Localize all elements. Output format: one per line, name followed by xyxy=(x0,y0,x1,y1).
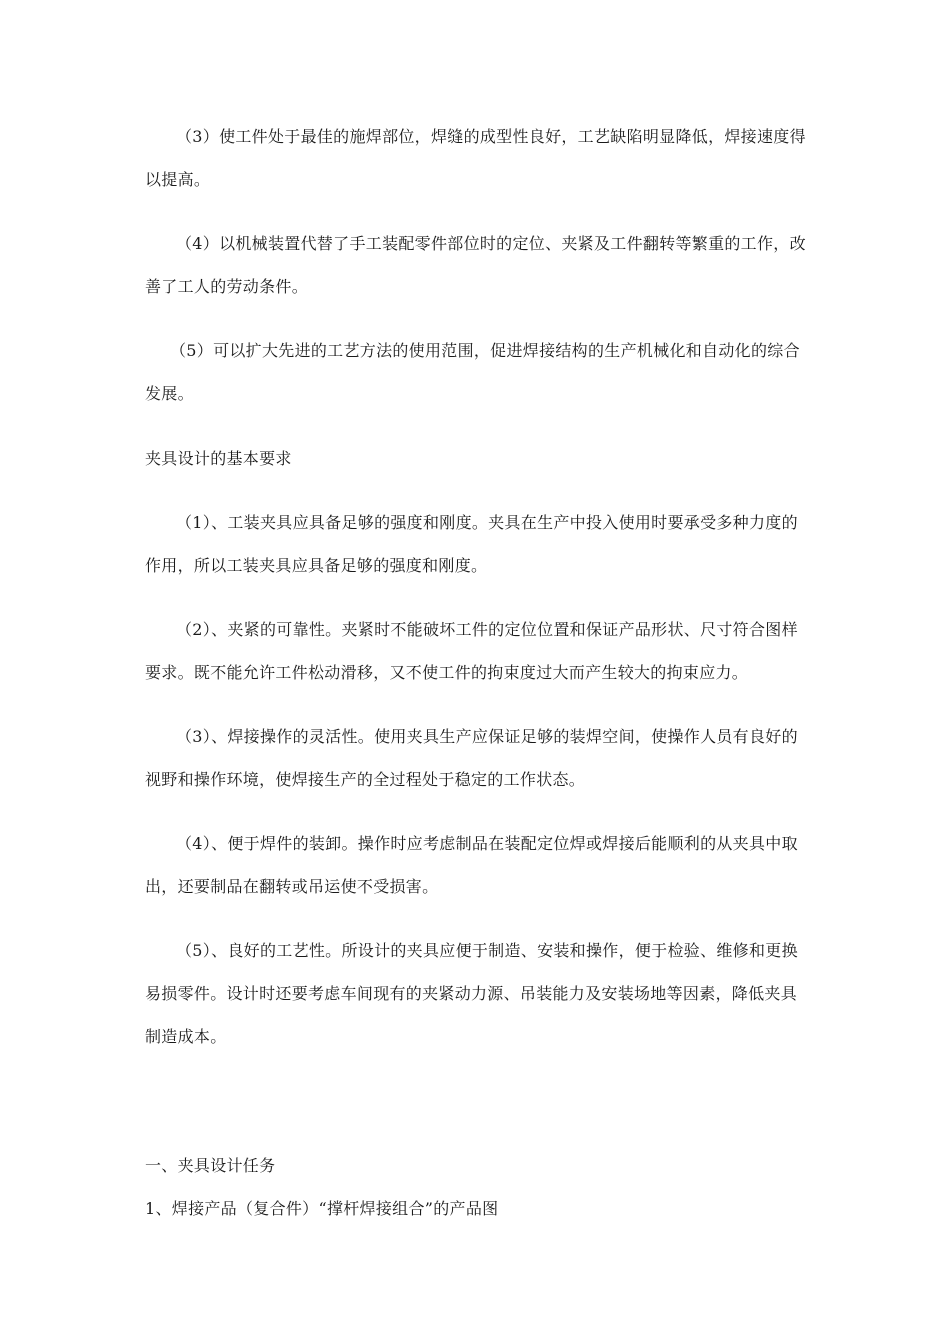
requirement-2-line-2: 要求。既不能允许工件松动滑移，又不使工件的拘束度过大而产生较大的拘束应力。 xyxy=(145,663,749,682)
requirement-2-line-1: （2）、夹紧的可靠性。夹紧时不能破坏工件的定位位置和保证产品形状、尺寸符合图样 xyxy=(176,620,798,639)
requirement-1-line-1: （1）、工装夹具应具备足够的强度和刚度。夹具在生产中投入使用时要承受多种力度的 xyxy=(176,513,798,532)
requirement-3-line-1: （3）、焊接操作的灵活性。使用夹具生产应保证足够的装焊空间，使操作人员有良好的 xyxy=(176,727,798,746)
requirement-4-line-1: （4）、便于焊件的装卸。操作时应考虑制品在装配定位焊或焊接后能顺利的从夹具中取 xyxy=(176,834,798,853)
task-heading: 一、夹具设计任务 xyxy=(145,1156,276,1175)
paragraph-3-line-2: 以提高。 xyxy=(145,170,211,189)
requirement-5-line-2: 易损零件。设计时还要考虑车间现有的夹紧动力源、吊装能力及安装场地等因素，降低夹具 xyxy=(145,984,798,1003)
paragraph-5-line-1: （5）可以扩大先进的工艺方法的使用范围，促进焊接结构的生产机械化和自动化的综合 xyxy=(170,341,800,360)
paragraph-3-line-1: （3）使工件处于最佳的施焊部位，焊缝的成型性良好，工艺缺陷明显降低，焊接速度得 xyxy=(176,127,806,146)
paragraph-4-line-1: （4）以机械装置代替了手工装配零件部位时的定位、夹紧及工件翻转等繁重的工作，改 xyxy=(176,234,806,253)
requirement-5-line-3: 制造成本。 xyxy=(145,1027,227,1046)
section-heading: 夹具设计的基本要求 xyxy=(145,449,292,468)
requirement-3-line-2: 视野和操作环境，使焊接生产的全过程处于稳定的工作状态。 xyxy=(145,770,586,789)
requirement-1-line-2: 作用，所以工装夹具应具备足够的强度和刚度。 xyxy=(145,556,488,575)
paragraph-4-line-2: 善了工人的劳动条件。 xyxy=(145,277,309,296)
paragraph-5-line-2: 发展。 xyxy=(145,384,194,403)
requirement-5-line-1: （5）、良好的工艺性。所设计的夹具应便于制造、安装和操作，便于检验、维修和更换 xyxy=(176,941,798,960)
requirement-4-line-2: 出，还要制品在翻转或吊运使不受损害。 xyxy=(145,877,439,896)
task-item-1: 1、焊接产品（复合件）“撑杆焊接组合”的产品图 xyxy=(145,1199,499,1218)
